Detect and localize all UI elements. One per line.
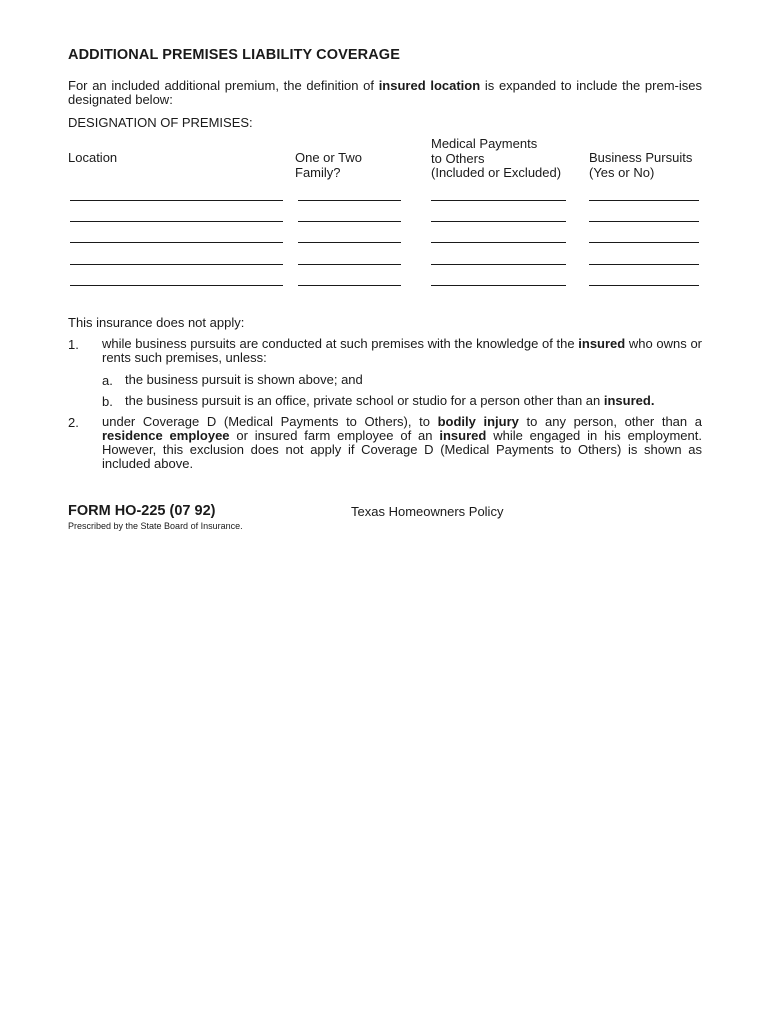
exclusion-2-text-c: or insured farm employee of an [229,428,440,443]
intro-text-1: For an included additional premium, the definition of [68,78,379,93]
exclusion-1-number: 1. [68,337,79,352]
exclusion-2-text-a: under Coverage D (Medical Payments to Others), to [102,414,438,429]
blank-business-5[interactable] [589,285,699,286]
exclusion-2-bold-residence-employee: residence employee [102,428,230,443]
form-id: FORM HO-225 (07 92) [68,503,216,519]
exclusion-1b-letter: b. [102,394,113,409]
blank-business-1[interactable] [589,200,699,201]
header-medical-line1: Medical Payments [431,136,538,151]
header-medical-payments [431,137,561,181]
exclusion-2-number: 2. [68,415,79,430]
header-business-line2: (Yes or No) [589,164,655,180]
exclusion-2-text-d: while engaged in his employment. However, this exclusion does not apply if Coverage D (Medical Payments to Others) is shown as included above. [102,428,702,471]
exclusion-1a-text: the business pursuit is shown above; and [125,372,363,387]
blank-location-3[interactable] [70,242,283,243]
header-family-line2: Family? [295,164,341,180]
blank-business-4[interactable] [589,264,699,265]
blank-medical-4[interactable] [431,264,566,265]
blank-location-5[interactable] [70,285,283,286]
exclusion-2-bold-bodily-injury: bodily injury [437,414,519,429]
header-business-line1: Business Pursuits [589,150,693,165]
blank-business-3[interactable] [589,242,699,243]
policy-name: Texas Homeowners Policy [351,504,504,519]
exclusion-1-text-a: while business pursuits are conducted at such premises with the knowledge of the [102,336,579,351]
intro-text-2: is expanded to include the prem-ises designated below: [68,78,702,107]
header-location: Location [68,150,118,165]
blank-medical-3[interactable] [431,242,566,243]
exclusion-2-text [102,415,702,471]
exclusion-1b-text [125,394,702,408]
exclusion-1b-bold-insured: insured. [603,393,655,408]
exclusions-intro: This insurance does not apply: [68,315,245,330]
header-family-line1: One or Two [295,150,362,165]
prescribed-note: Prescribed by the State Board of Insurance. [68,521,243,531]
exclusion-1a-letter: a. [102,373,113,388]
exclusion-2-bold-insured: insured [439,428,487,443]
header-business-pursuits [589,151,692,180]
exclusion-1b-text-a: the business pursuit is an office, private school or studio for a person other than an [125,393,604,408]
blank-family-5[interactable] [298,285,401,286]
blank-family-2[interactable] [298,221,401,222]
blank-business-2[interactable] [589,221,699,222]
blank-family-4[interactable] [298,264,401,265]
blank-medical-2[interactable] [431,221,566,222]
blank-location-2[interactable] [70,221,283,222]
blank-medical-5[interactable] [431,285,566,286]
intro-bold-insured-location: insured location [378,78,481,93]
exclusion-1-text-b: who owns or rents such premises, unless: [102,336,703,365]
header-medical-line2: to Others [431,150,485,166]
header-medical-line3: (Included or Excluded) [431,165,562,180]
intro-paragraph [68,79,702,107]
blank-family-3[interactable] [298,242,401,243]
blank-location-1[interactable] [70,200,283,201]
exclusion-1-bold-insured: insured [578,336,626,351]
blank-medical-1[interactable] [431,200,566,201]
header-family [295,151,362,180]
designation-label: DESIGNATION OF PREMISES: [68,115,253,130]
exclusion-1-text [102,337,702,365]
blank-family-1[interactable] [298,200,401,201]
blank-location-4[interactable] [70,264,283,265]
exclusion-2-text-b: to any person, other than a [518,414,702,429]
page-title: ADDITIONAL PREMISES LIABILITY COVERAGE [68,47,400,63]
